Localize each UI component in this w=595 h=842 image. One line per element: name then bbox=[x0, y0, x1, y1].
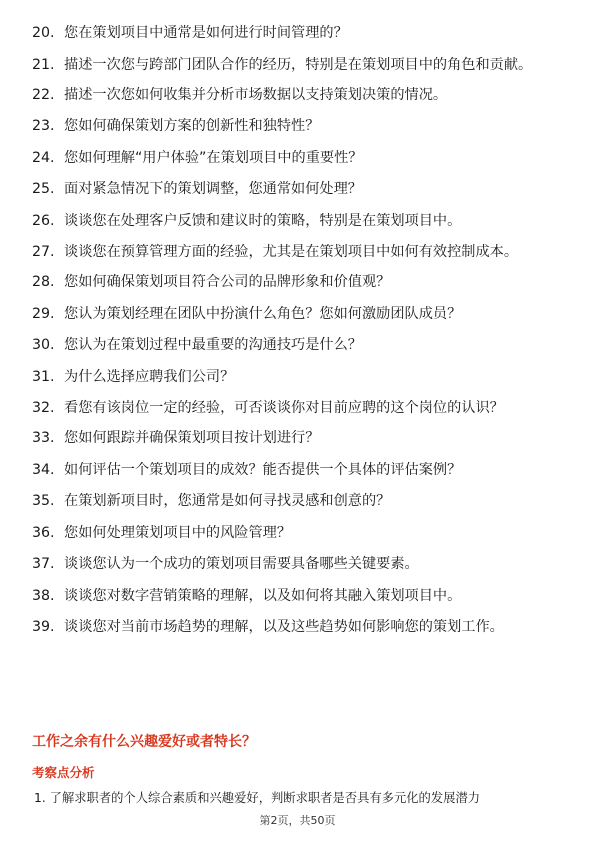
question-text: 您如何跟踪并确保策划项目按计划进行？ bbox=[64, 430, 320, 446]
question-item bbox=[32, 334, 562, 356]
question-item bbox=[32, 585, 562, 607]
question-item bbox=[32, 115, 562, 137]
question-item bbox=[32, 303, 562, 325]
question-text: 如何评估一个策划项目的成效？能否提供一个具体的评估案例？ bbox=[64, 461, 462, 478]
question-text: 谈谈您在处理客户反馈和建议时的策略，特别是在策划项目中。 bbox=[64, 212, 462, 229]
question-item bbox=[32, 522, 562, 544]
question-item bbox=[32, 553, 562, 575]
question-text: 您认为在策划过程中最重要的沟通技巧是什么？ bbox=[64, 337, 362, 353]
question-text: 您如何处理策划项目中的风险管理？ bbox=[64, 524, 292, 541]
question-item bbox=[32, 241, 562, 263]
question-text: 您如何确保策划方案的创新性和独特性？ bbox=[64, 118, 320, 134]
question-text: 在策划新项目时，您通常是如何寻找灵感和创意的？ bbox=[64, 493, 391, 509]
question-text: 谈谈您对数字营销策略的理解，以及如何将其融入策划项目中。 bbox=[64, 587, 462, 604]
question-text: 谈谈您在预算管理方面的经验，尤其是在策划项目中如何有效控制成本。 bbox=[64, 244, 519, 260]
question-item bbox=[32, 490, 562, 512]
question-number: 36. bbox=[32, 524, 55, 541]
question-number: 24. bbox=[32, 149, 55, 166]
question-number: 27. bbox=[32, 244, 55, 260]
question-item bbox=[32, 427, 562, 449]
question-text: 谈谈您对当前市场趋势的理解，以及这些趋势如何影响您的策划工作。 bbox=[64, 619, 504, 635]
analysis-subtitle: 考察点分析 bbox=[32, 765, 95, 780]
question-number: 34. bbox=[32, 461, 55, 478]
question-item bbox=[32, 271, 562, 293]
question-number: 35. bbox=[32, 493, 55, 509]
question-number: 33. bbox=[32, 430, 55, 446]
question-number: 25. bbox=[32, 181, 55, 197]
question-number: 22. bbox=[32, 86, 55, 103]
question-text: 描述一次您与跨部门团队合作的经历，特别是在策划项目中的角色和贡献。 bbox=[64, 56, 533, 73]
page-footer: 第2页，共50页 bbox=[259, 814, 336, 827]
question-text: 谈谈您认为一个成功的策划项目需要具备哪些关键要素。 bbox=[64, 556, 419, 572]
question-text: 您在策划项目中通常是如何进行时间管理的？ bbox=[64, 25, 348, 41]
question-number: 31. bbox=[32, 368, 55, 385]
question-number: 28. bbox=[32, 274, 55, 290]
question-item bbox=[32, 210, 562, 232]
question-text: 描述一次您如何收集并分析市场数据以支持策划决策的情况。 bbox=[64, 86, 448, 103]
question-number: 20. bbox=[32, 25, 55, 41]
question-number: 39. bbox=[32, 619, 55, 635]
question-item bbox=[32, 147, 562, 169]
question-number: 26. bbox=[32, 212, 55, 229]
question-text: 面对紧急情况下的策划调整，您通常如何处理？ bbox=[64, 181, 362, 197]
question-number: 38. bbox=[32, 587, 55, 604]
question-item bbox=[32, 366, 562, 388]
question-item bbox=[32, 178, 562, 200]
question-text: 您认为策划经理在团队中扮演什么角色？您如何激励团队成员？ bbox=[64, 305, 462, 322]
question-number: 29. bbox=[32, 305, 55, 322]
question-text: 看您有该岗位一定的经验，可否谈谈你对目前应聘的这个岗位的认识？ bbox=[64, 400, 504, 416]
question-text: 您如何确保策划项目符合公司的品牌形象和价值观？ bbox=[64, 274, 391, 290]
question-text: 您如何理解“用户体验”在策划项目中的重要性？ bbox=[64, 149, 363, 166]
question-number: 21. bbox=[32, 56, 55, 73]
question-item bbox=[32, 459, 562, 481]
section-title: 工作之余有什么兴趣爱好或者特长？ bbox=[32, 734, 256, 750]
question-item bbox=[32, 84, 562, 106]
question-item bbox=[32, 616, 562, 638]
question-list bbox=[32, 22, 562, 646]
question-item bbox=[32, 54, 562, 76]
question-item bbox=[32, 397, 562, 419]
question-number: 23. bbox=[32, 118, 55, 134]
question-item bbox=[32, 22, 562, 44]
question-text: 为什么选择应聘我们公司？ bbox=[64, 368, 235, 385]
question-number: 32. bbox=[32, 400, 55, 416]
question-number: 30. bbox=[32, 337, 55, 353]
analysis-point: 1. 了解求职者的个人综合素质和兴趣爱好，判断求职者是否具有多元化的发展潜力 bbox=[34, 791, 481, 805]
question-number: 37. bbox=[32, 556, 55, 572]
